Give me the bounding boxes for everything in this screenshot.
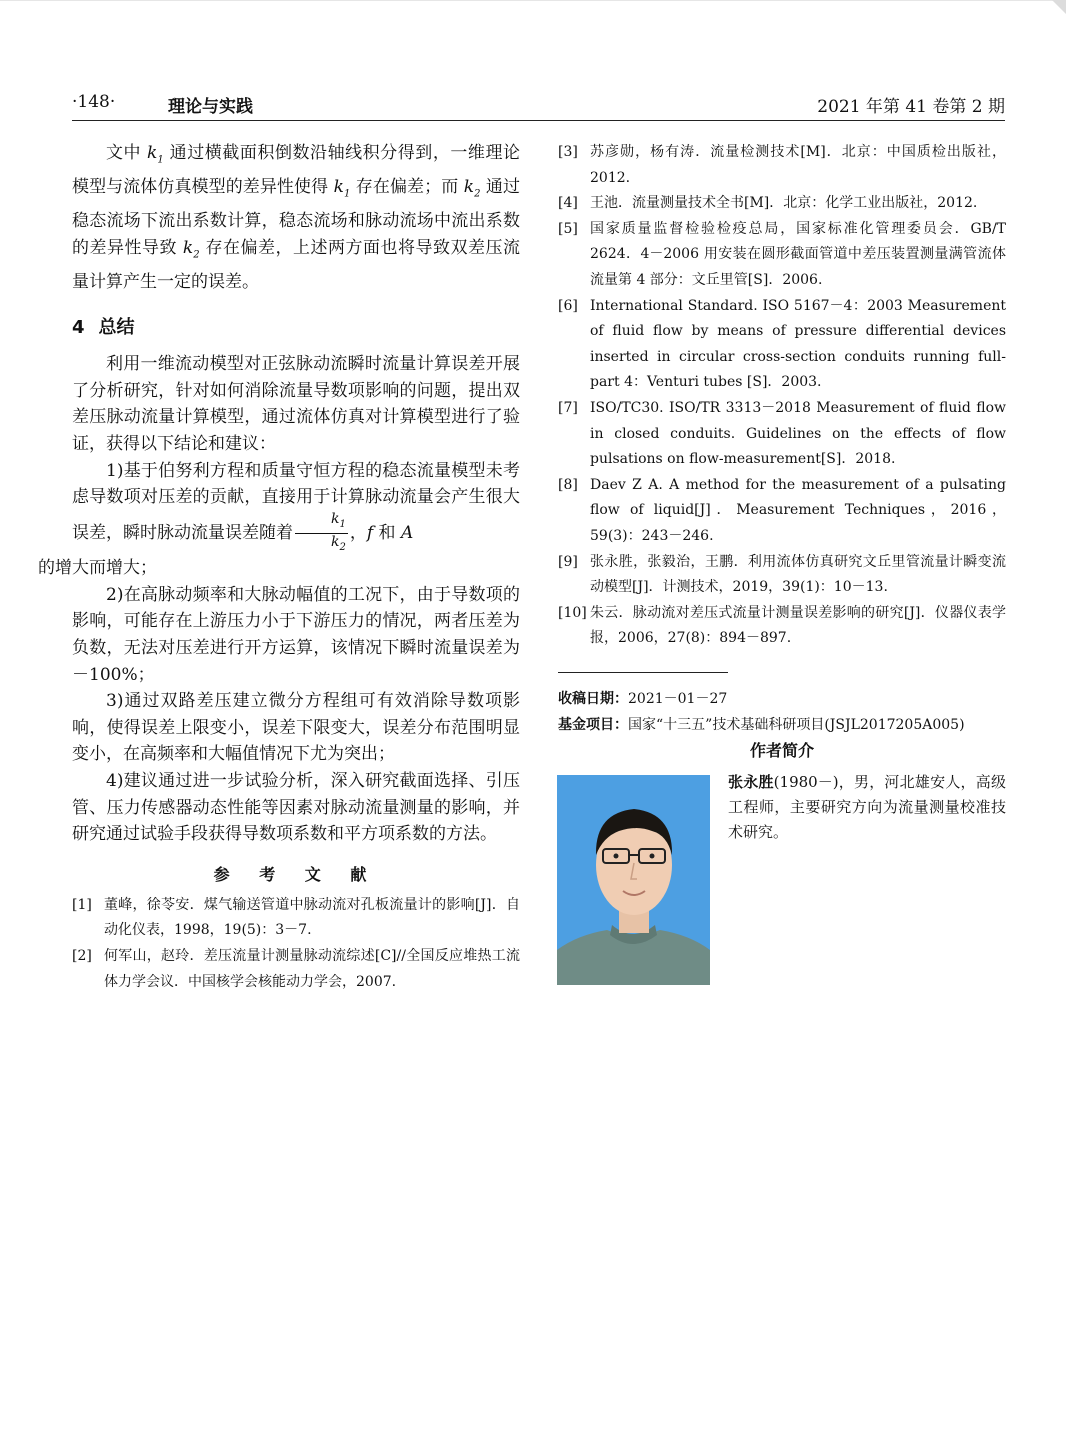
reference-text: 何军山，赵玲．差压流量计测量脉动流综述[C]//全国反应堆热工流体力学会议．中国核学会核能动力学会，2007. xyxy=(104,948,520,990)
k-letter: k xyxy=(463,176,475,197)
reference-tag: [6] xyxy=(558,297,578,314)
k1-symbol xyxy=(333,176,351,200)
subscript: 1 xyxy=(339,518,346,530)
reference-text: International Standard. ISO 5167－4：2003 Measurement of fluid flow by means of pressure differential devices inserted in circular cross-section conduits running full-part 4：Venturi tubes [S]．2003. xyxy=(590,297,1006,391)
header-rule xyxy=(72,120,1005,121)
reference-tag: [4] xyxy=(558,195,578,212)
reference-text: ISO/TC30. ISO/TR 3313－2018 Measurement of fluid flow in closed conduits. Guidelines on the effects of flow pulsations on flow-measurement[S]．2018. xyxy=(590,399,1006,468)
page-edge xyxy=(0,0,1066,1)
reference-item xyxy=(558,601,1006,652)
running-header xyxy=(72,92,1005,122)
reference-text: 国家质量监督检验检疫总局，国家标准化管理委员会．GB/T 2624．4－2006 用安装在圆形截面管道中差压装置测量满管流体流量第 4 部分：文丘里管[S]．2006. xyxy=(590,220,1006,288)
right-column xyxy=(558,140,1006,652)
left-column xyxy=(38,140,521,995)
text-run: 存在偏差，上述两方面也将导致双差压流量计算产生一定的误差。 xyxy=(72,237,520,292)
k-letter: k xyxy=(333,176,344,197)
received-label: 收稿日期： xyxy=(558,691,628,707)
text-run: 通过横截面积倒数沿轴线积分得到，一维理论模型与流体仿真模型的差异性使得 xyxy=(72,143,521,197)
section-name: 理论与实践 xyxy=(168,97,253,117)
reference-text: 王池．流量测量技术全书[M]．北京：化学工业出版社，2012. xyxy=(590,195,978,212)
section-heading xyxy=(72,313,520,339)
text-run: 1)基于伯努利方程和质量守恒方程的稳态流量模型未考虑导数项对压差的贡献，直接用于计算脉动流量会产生很大误差，瞬时脉动流量误差随着 xyxy=(72,460,520,543)
conclusion-3: 3)通过双路差压建立微分方程组可有效消除导数项影响，使得误差上限变小，误差下限变大，误差分布范围明显变小，在高频率和大幅值情况下尤为突出； xyxy=(72,691,520,765)
k-letter: k xyxy=(147,143,158,163)
summary-paragraph: 利用一维流动模型对正弦脉动流瞬时流量计算误差开展了分析研究，针对如何消除流量导数项影响的问题，提出双差压脉动流量计算模型，通过流体仿真对计算模型进行了验证，获得以下结论和建议： xyxy=(72,354,520,454)
text-run: 和 xyxy=(373,522,401,543)
k2-symbol xyxy=(183,238,200,258)
reference-item xyxy=(558,140,1006,191)
text-run: ， xyxy=(349,522,367,543)
k2-symbol xyxy=(463,176,481,200)
k-letter: k xyxy=(182,237,194,258)
section-number: 4 xyxy=(72,317,85,339)
reference-item xyxy=(558,396,1006,473)
k-letter: k xyxy=(331,533,340,550)
subscript: 2 xyxy=(339,541,346,553)
reference-text: Daev Z A. A method for the measurement of a pulsating flow of liquid[J]．Measurement Techniques，2016，59(3)：243－246. xyxy=(590,476,1006,544)
subscript: 1 xyxy=(343,188,351,200)
fraction-numerator xyxy=(295,511,348,534)
f-symbol: f xyxy=(366,522,374,543)
reference-item xyxy=(558,294,1006,396)
author-heading: 作者简介 xyxy=(749,741,814,760)
author-photo xyxy=(557,775,710,985)
k1-over-k2-fraction xyxy=(295,511,348,556)
journal-issue: 2021 年第 41 卷第 2 期 xyxy=(817,97,1005,117)
reference-item xyxy=(558,191,1006,217)
fraction-denominator xyxy=(295,534,348,556)
conclusion-4: 4)建议通过进一步试验分析，深入研究截面选择、引压管、压力传感器动态性能等因素对脉动流量测量的影响，并研究通过试验手段获得导数项系数和平方项系数的方法。 xyxy=(72,771,520,845)
author-name: 张永胜 xyxy=(728,773,774,791)
reference-item xyxy=(558,217,1006,294)
text-run: 的增大而增大； xyxy=(38,558,157,579)
references-heading: 参 考 文 献 xyxy=(213,864,379,884)
intro-paragraph xyxy=(72,140,520,295)
fund-label: 基金项目： xyxy=(558,717,628,733)
reference-text: 董峰，徐苓安．煤气输送管道中脉动流对孔板流量计的影响[J]．自动化仪表，1998，19(5)：3－7. xyxy=(104,896,520,939)
reference-tag: [2] xyxy=(72,948,92,965)
subscript: 2 xyxy=(193,248,200,260)
text-run: 通过稳态流场下流出系数计算，稳态流场和脉动流场中流出系数的差异性导致 xyxy=(72,176,521,258)
text-run: 存在偏差；而 xyxy=(350,176,464,197)
reference-tag: [9] xyxy=(558,553,578,570)
reference-text: 朱云．脉动流对差压式流量计测量误差影响的研究[J]．仪器仪表学报，2006，27(8)：894－897. xyxy=(590,604,1006,647)
footnote-rule xyxy=(558,672,728,673)
A-symbol: A xyxy=(400,522,414,543)
references-list-left xyxy=(72,893,520,995)
reference-item xyxy=(72,944,520,995)
reference-tag: [1] xyxy=(72,896,92,913)
subscript: 2 xyxy=(474,188,481,200)
subscript: 1 xyxy=(157,154,164,166)
reference-text: 张永胜，张毅治，王鹏．利用流体仿真研究文丘里管流量计瞬变流动模型[J]．计测技术，2019，39(1)：10－13. xyxy=(590,553,1006,596)
author-bio-text: (1980－)，男，河北雄安人，高级工程师，主要研究方向为流量测量校准技术研究。 xyxy=(728,773,1006,841)
reference-text: 苏彦勋，杨有涛．流量检测技术[M]．北京：中国质检出版社，2012. xyxy=(590,144,1006,186)
section-title: 总结 xyxy=(98,317,135,339)
fund-project xyxy=(558,714,965,736)
reference-item xyxy=(558,473,1006,550)
reference-item xyxy=(72,893,520,944)
page-fold-corner xyxy=(1052,0,1066,14)
text-run: 文中 xyxy=(106,143,148,163)
author-bio xyxy=(728,770,1006,845)
k-letter: k xyxy=(331,510,340,527)
fund-value: 国家“十三五”技术基础科研项目(JSJL2017205A005) xyxy=(628,717,965,733)
author-portrait xyxy=(557,775,710,985)
page-number: ·148· xyxy=(72,92,116,112)
reference-tag: [5] xyxy=(558,220,578,237)
reference-tag: [3] xyxy=(558,144,578,160)
reference-tag: [7] xyxy=(558,399,578,416)
conclusion-2: 2)在高脉动频率和大脉动幅值的工况下，由于导数项的影响，可能存在上游压力小于下游压力的情况，两者压差为负数，无法对压差进行开方运算，该情况下瞬时流量误差为－100%； xyxy=(72,584,520,685)
reference-item xyxy=(558,550,1006,601)
conclusion-1 xyxy=(38,458,520,582)
reference-tag: [10] xyxy=(558,604,587,621)
reference-tag: [8] xyxy=(558,476,578,493)
k1-symbol xyxy=(147,143,164,166)
received-date xyxy=(558,688,727,710)
received-value: 2021－01－27 xyxy=(628,691,728,707)
